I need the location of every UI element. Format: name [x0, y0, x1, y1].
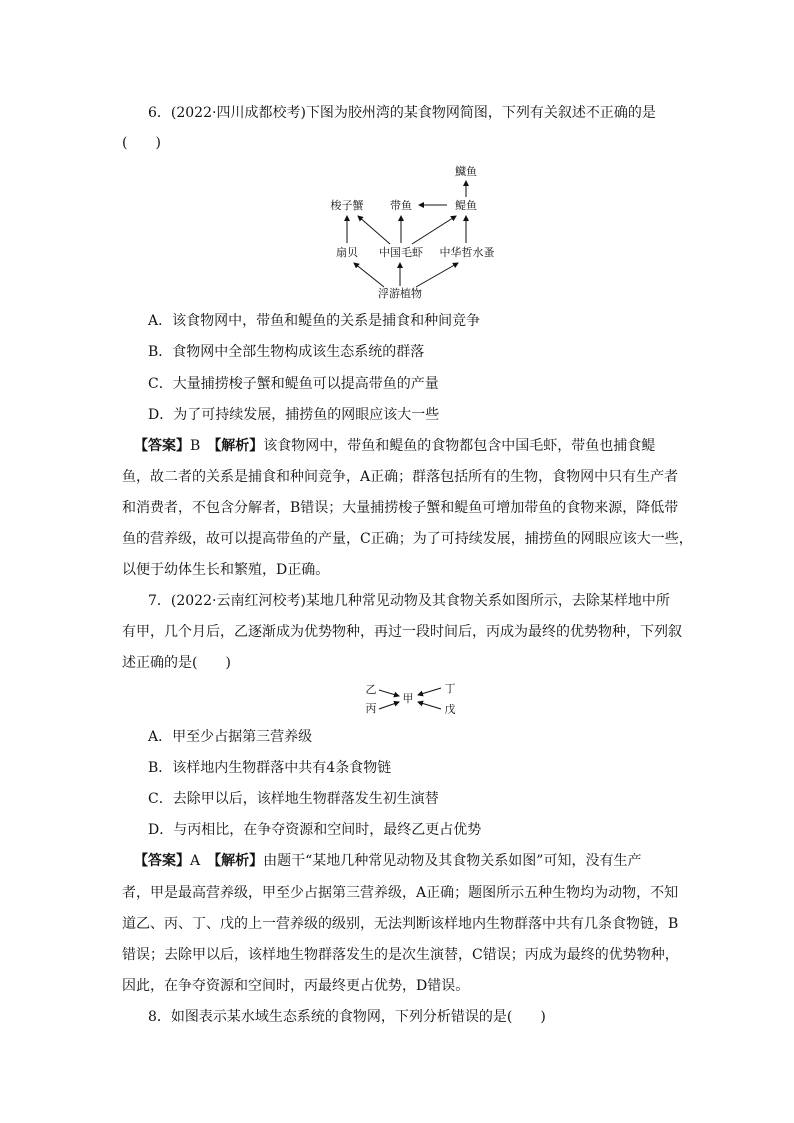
q6-option-a: A．该食物网中，带鱼和鳀鱼的关系是捕食和种间竞争	[148, 313, 481, 329]
analysis-label: 【解析】	[214, 853, 264, 869]
q6-analysis-line-5: 以便于幼体生长和繁殖，D正确。	[122, 562, 330, 578]
analysis-text: 该食物网中，带鱼和鳀鱼的食物都包含中国毛虾，带鱼也捕食鳀	[263, 438, 656, 454]
q6-analysis-line-4: 鱼的营养级，故可以提高带鱼的产量，C正确；为了可持续发展，捕捞鱼的网眼应该大一些，	[122, 531, 693, 547]
node-label: 中国毛虾	[379, 246, 423, 259]
q6-stem-line-2: ( )	[122, 135, 161, 151]
node-label: 丙	[365, 702, 377, 715]
q7-stem-line-2: 有甲，几个月后，乙逐渐成为优势物种，再过一段时间后，丙成为最终的优势物种，下列叙	[122, 624, 682, 640]
node-label: 中华哲水蚤	[439, 246, 495, 259]
node-label: 带鱼	[390, 199, 412, 212]
q7-food-relation-diagram	[0, 678, 794, 718]
q7-option-a: A．甲至少占据第三营养级	[148, 729, 313, 745]
node-label: 甲	[402, 692, 414, 705]
node-label: 浮游植物	[378, 287, 422, 300]
node-label: 扇贝	[336, 246, 358, 259]
q6-analysis-line-2: 鱼，故二者的关系是捕食和种间竞争，A正确；群落包括所有的生物，食物网中只有生产者	[122, 469, 679, 485]
analysis-text: 由题干“某地几种常见动物及其食物关系如图”可知，没有生产	[263, 853, 642, 869]
answer-value: B	[190, 438, 201, 454]
q6-option-c: C．大量捕捞梭子蟹和鳀鱼可以提高带鱼的产量	[148, 376, 439, 392]
q8-stem-line-1: 8．如图表示某水域生态系统的食物网，下列分析错误的是( )	[148, 1009, 546, 1025]
q7-analysis-line-3: 道乙、丙、丁、戊的上一营养级的级别，无法判断该样地内生物群落中共有几条食物链，B	[122, 916, 679, 932]
node-label: 鳀鱼	[455, 199, 477, 212]
q7-stem-line-3: 述正确的是( )	[122, 655, 231, 671]
q7-option-c: C．去除甲以后，该样地生物群落发生初生演替	[148, 791, 439, 807]
q7-analysis-line-4: 错误；去除甲以后，该样地生物群落发生的是次生演替，C错误；丙成为最终的优势物种，	[122, 947, 679, 963]
node-label: 戊	[444, 703, 456, 716]
analysis-label: 【解析】	[214, 438, 264, 454]
node-label: 梭子蟹	[330, 199, 364, 212]
q6-option-b: B．食物网中全部生物构成该生态系统的群落	[148, 344, 425, 360]
answer-label: 【答案】	[134, 853, 190, 869]
q7-analysis-line-5: 因此，在争夺资源和空间时，丙最终更占优势，D错误。	[122, 978, 470, 994]
node-label: 鱵鱼	[455, 165, 477, 178]
q6-analysis-line-1	[134, 437, 655, 455]
q7-option-b: B．该样地内生物群落中共有4条食物链	[148, 760, 392, 776]
node-label: 丁	[444, 682, 456, 695]
answer-value: A	[190, 853, 201, 869]
q6-stem-line-1: 6．(2022·四川成都校考)下图为胶州湾的某食物网简图，下列有关叙述不正确的是	[148, 105, 656, 121]
q7-stem-line-1: 7．(2022·云南红河校考)某地几种常见动物及其食物关系如图所示，去除某样地中所	[148, 593, 670, 609]
answer-label: 【答案】	[134, 438, 190, 454]
q6-analysis-line-3: 和消费者，不包含分解者，B错误；大量捕捞梭子蟹和鳀鱼可增加带鱼的食物来源，降低带	[122, 500, 679, 516]
q6-option-d: D．为了可持续发展，捕捞鱼的网眼应该大一些	[148, 407, 440, 423]
q6-food-web-diagram	[0, 160, 794, 310]
node-label: 乙	[365, 683, 377, 696]
q7-analysis-line-2: 者，甲是最高营养级，甲至少占据第三营养级，A正确；题图所示五种生物均为动物，不知	[122, 885, 679, 901]
q7-analysis-line-1	[134, 852, 641, 870]
q7-option-d: D．与丙相比，在争夺资源和空间时，最终乙更占优势	[148, 822, 482, 838]
